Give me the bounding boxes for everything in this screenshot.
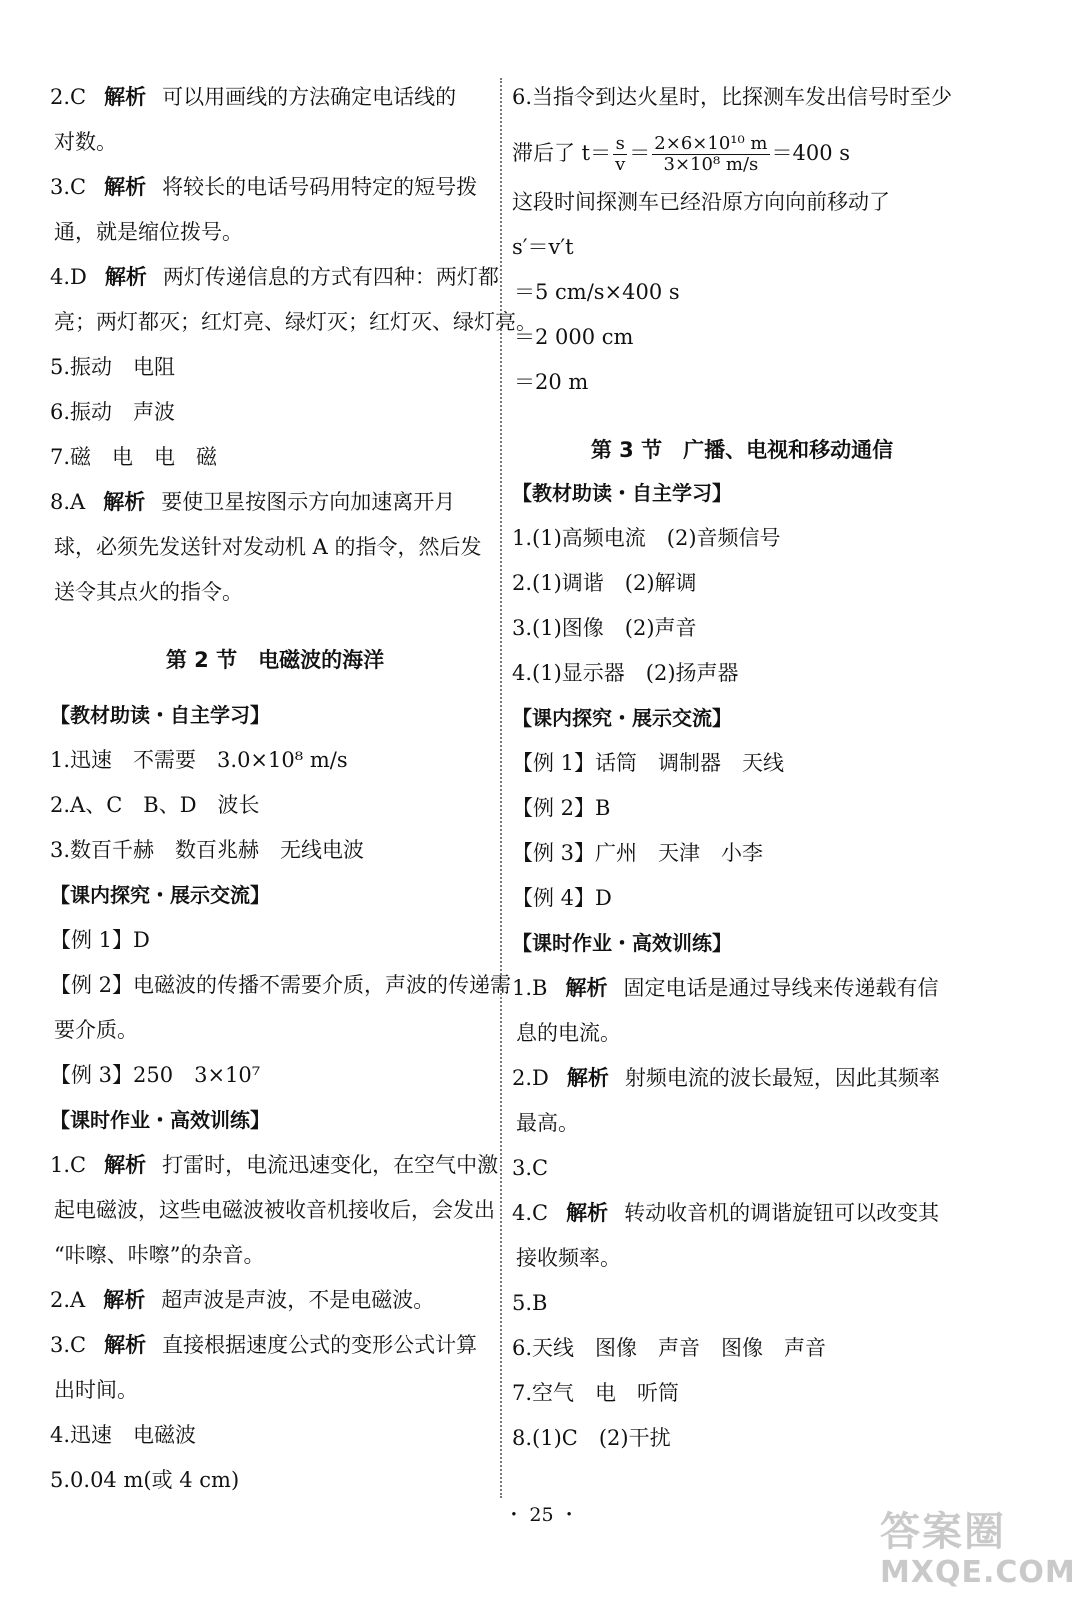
answer-item: 1.B 解析 固定电话是通过导线来传递载有信 bbox=[512, 976, 939, 1000]
answer-continuation: 球，必须先发送针对发动机 A 的指令，然后发 bbox=[54, 535, 482, 559]
answer-item: 7.磁 电 电 磁 bbox=[50, 445, 218, 469]
answer-item: 5.0.04 m(或 4 cm) bbox=[50, 1468, 240, 1492]
answer-item: 1.C 解析 打雷时，电流迅速变化，在空气中激 bbox=[50, 1153, 499, 1177]
formula: 滞后了 t＝ $\frac{s}{v}$ ＝ $\frac{\text{2×6×10¹⁰ m}}{\text{3×10⁸ m/s}}$ ＝400 s bbox=[512, 133, 851, 175]
example-answer: 【例 2】B bbox=[512, 796, 611, 820]
formula-step: ＝2 000 cm bbox=[514, 325, 634, 349]
answer-item: 6.天线 图像 声音 图像 声音 bbox=[512, 1336, 827, 1360]
fraction: $\frac{\text{2×6×10¹⁰ m}}{\text{3×10⁸ m/s}}$ bbox=[654, 133, 768, 175]
subsection-heading: 【教材助读・自主学习】 bbox=[512, 481, 732, 505]
answer-item: 5.B bbox=[512, 1291, 548, 1315]
answer-item: 3.C 解析 将较长的电话号码用特定的短号拨 bbox=[50, 175, 478, 199]
answer-continuation: 通，就是缩位拨号。 bbox=[54, 220, 243, 244]
answer-item: 4.D 解析 两灯传递信息的方式有四种：两灯都 bbox=[50, 265, 499, 289]
answer-item: 2.A 解析 超声波是声波，不是电磁波。 bbox=[50, 1288, 435, 1312]
answer-continuation: 要介质。 bbox=[54, 1018, 138, 1042]
answer-continuation: “咔嚓、咔嚓”的杂音。 bbox=[54, 1243, 265, 1267]
answer-continuation: 亮；两灯都灭；红灯亮、绿灯灭；红灯灭、绿灯亮。 bbox=[54, 310, 537, 334]
section-title: 第 2 节 电磁波的海洋 bbox=[165, 648, 385, 672]
fraction: $\frac{s}{v}$ bbox=[615, 133, 626, 175]
answer-continuation: 息的电流。 bbox=[516, 1021, 621, 1045]
subsection-heading: 【教材助读・自主学习】 bbox=[50, 703, 270, 727]
answer-item: 1.迅速 不需要 3.0×10⁸ m/s bbox=[50, 748, 348, 772]
right-column bbox=[512, 78, 972, 1464]
answer-item: 6.当指令到达火星时，比探测车发出信号时至少 bbox=[512, 85, 953, 109]
answer-item: 3.数百千赫 数百兆赫 无线电波 bbox=[50, 838, 365, 862]
answer-continuation: 最高。 bbox=[516, 1111, 579, 1135]
example-answer: 【例 1】D bbox=[50, 928, 150, 952]
answer-continuation: 送令其点火的指令。 bbox=[54, 580, 243, 604]
answer-item: 5.振动 电阻 bbox=[50, 355, 176, 379]
example-answer: 【例 2】电磁波的传播不需要介质，声波的传递需 bbox=[50, 973, 512, 997]
answer-continuation: 接收频率。 bbox=[516, 1246, 621, 1270]
watermark-logo: 答案圈 MXQE.COM bbox=[880, 1509, 1076, 1590]
answer-item: 8.A 解析 要使卫星按图示方向加速离开月 bbox=[50, 490, 456, 514]
formula-step: ＝5 cm/s×400 s bbox=[514, 280, 680, 304]
answer-item: 2.D 解析 射频电流的波长最短，因此其频率 bbox=[512, 1066, 940, 1090]
example-answer: 【例 1】话筒 调制器 天线 bbox=[512, 751, 785, 775]
answer-item: 4.迅速 电磁波 bbox=[50, 1423, 197, 1447]
example-answer: 【例 4】D bbox=[512, 886, 612, 910]
example-answer: 【例 3】广州 天津 小李 bbox=[512, 841, 764, 865]
answer-continuation: 对数。 bbox=[54, 130, 117, 154]
answer-item: 4.C 解析 转动收音机的调谐旋钮可以改变其 bbox=[512, 1201, 940, 1225]
subsection-heading: 【课时作业・高效训练】 bbox=[50, 1108, 270, 1132]
subsection-heading: 【课内探究・展示交流】 bbox=[50, 883, 270, 907]
answer-item: 这段时间探测车已经沿原方向向前移动了 bbox=[512, 190, 890, 214]
example-answer: 【例 3】250 3×10⁷ bbox=[50, 1063, 261, 1087]
answer-item: 3.(1)图像 (2)声音 bbox=[512, 616, 697, 640]
section-title: 第 3 节 广播、电视和移动通信 bbox=[590, 438, 894, 462]
formula-step: ＝20 m bbox=[514, 370, 589, 394]
answer-item: 3.C bbox=[512, 1156, 549, 1180]
page-number: ・ 25 ・ bbox=[504, 1504, 579, 1526]
answer-item: 8.(1)C (2)干扰 bbox=[512, 1426, 671, 1450]
answer-item: 2.A、C B、D 波长 bbox=[50, 793, 260, 817]
column-divider bbox=[500, 78, 502, 1498]
formula-step: s′＝v′t bbox=[512, 235, 574, 259]
answer-item: 6.振动 声波 bbox=[50, 400, 176, 424]
answer-item: 2.C 解析 可以用画线的方法确定电话线的 bbox=[50, 85, 457, 109]
answer-item: 3.C 解析 直接根据速度公式的变形公式计算 bbox=[50, 1333, 478, 1357]
answer-item: 2.(1)调谐 (2)解调 bbox=[512, 571, 697, 595]
subsection-heading: 【课内探究・展示交流】 bbox=[512, 706, 732, 730]
answer-continuation: 起电磁波，这些电磁波被收音机接收后，会发出 bbox=[54, 1198, 495, 1222]
answer-item: 4.(1)显示器 (2)扬声器 bbox=[512, 661, 739, 685]
answer-item: 7.空气 电 听筒 bbox=[512, 1381, 680, 1405]
answer-item: 1.(1)高频电流 (2)音频信号 bbox=[512, 526, 781, 550]
answer-continuation: 出时间。 bbox=[54, 1378, 138, 1402]
subsection-heading: 【课时作业・高效训练】 bbox=[512, 931, 732, 955]
